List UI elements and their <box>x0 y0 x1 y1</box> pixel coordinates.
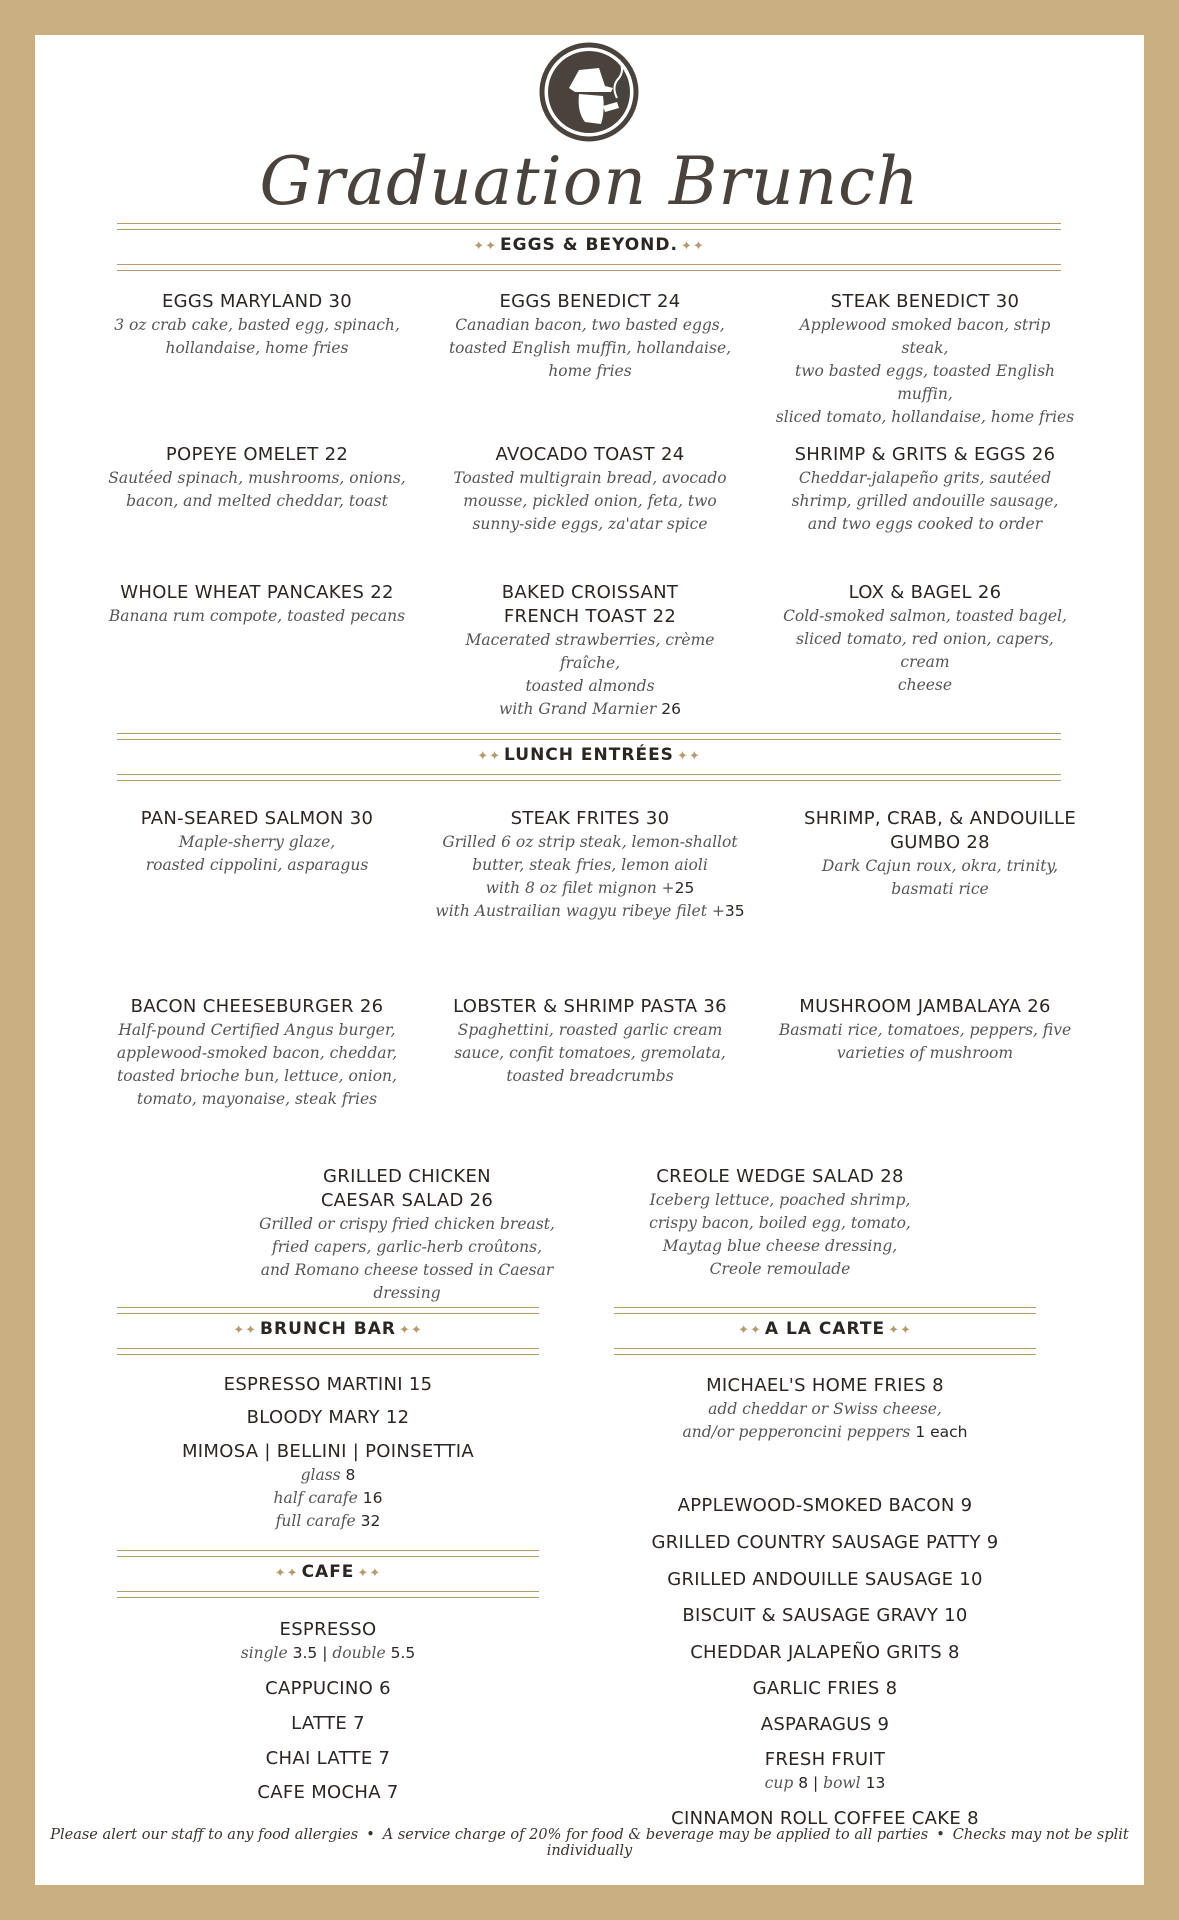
menu-item-shrimp-grits-eggs <box>775 443 1075 536</box>
section-cafe-banner: ✦✦ CAFE ✦✦ <box>117 1550 539 1598</box>
item-price: 26 <box>1027 996 1051 1017</box>
item-name: LOX & BAGEL <box>848 582 972 603</box>
menu-item-avocado-toast <box>440 443 740 536</box>
item-name: MICHAEL'S HOME FRIES 8 <box>706 1375 944 1396</box>
menu-item-pancakes <box>97 581 417 628</box>
menu-item-lox-bagel <box>775 581 1075 697</box>
carte-asparagus: ASPARAGUS 9 <box>760 1714 890 1735</box>
cafe-cappucino: CAPPUCINO 6 <box>265 1678 391 1699</box>
menu-item-salmon <box>107 807 407 877</box>
menu-item-popeye-omelet <box>107 443 407 513</box>
item-description: Cheddar-jalapeño grits, sautéed shrimp, grilled andouille sausage, and two eggs cooked to order <box>791 469 1059 533</box>
bar-espresso-martini: ESPRESSO MARTINI 15 <box>223 1374 433 1395</box>
item-description: Macerated strawberries, crème fraîche, toasted almonds with Grand Marnier 26 <box>465 631 715 718</box>
menu-item-caesar-salad <box>257 1165 557 1305</box>
menu-item-gumbo <box>780 807 1100 901</box>
item-name: POPEYE OMELET <box>165 444 319 465</box>
cafe-chai-latte: CHAI LATTE 7 <box>265 1748 391 1769</box>
item-description: Cold-smoked salmon, toasted bagel, sliced tomato, red onion, capers, cream cheese <box>783 607 1067 694</box>
section-eggs-banner: ✦✦ EGGS & BEYOND. ✦✦ <box>117 223 1061 271</box>
menu-title: Graduation Brunch <box>259 143 920 220</box>
item-price: 30 <box>645 808 670 829</box>
item-name: STEAK BENEDICT <box>830 291 990 312</box>
item-description: Grilled or crispy fried chicken breast, fried capers, garlic-herb croûtons, and Romano cheese tossed in Caesar dressing <box>259 1215 555 1302</box>
section-lunch-label: LUNCH ENTRÉES <box>504 745 674 765</box>
item-name-line2: FRENCH TOAST <box>503 606 647 627</box>
item-name: SHRIMP & GRITS & EGGS <box>794 444 1026 465</box>
section-eggs-label: EGGS & BEYOND. <box>500 235 678 255</box>
menu-page <box>35 35 1144 1885</box>
item-price: 30 <box>349 808 374 829</box>
carte-bacon: APPLEWOOD-SMOKED BACON 9 <box>677 1495 973 1516</box>
item-name: MIMOSA | BELLINI | POINSETTIA <box>181 1441 475 1462</box>
item-price: 22 <box>652 606 677 627</box>
item-name: BAKED CROISSANT <box>501 582 679 603</box>
carte-fresh-fruit <box>600 1748 1050 1795</box>
menu-item-steak-frites <box>430 807 750 923</box>
section-carte-banner: ✦✦ A LA CARTE ✦✦ <box>614 1307 1036 1355</box>
menu-item-cheeseburger <box>107 995 407 1111</box>
carte-andouille: GRILLED ANDOUILLE SAUSAGE 10 <box>667 1569 983 1590</box>
item-name-line2: GUMBO <box>890 832 961 853</box>
item-name: CREOLE WEDGE SALAD <box>656 1166 875 1187</box>
item-price: 28 <box>966 832 990 853</box>
menu-item-eggs-maryland <box>107 290 407 360</box>
item-description: Grilled 6 oz strip steak, lemon-shallot butter, steak fries, lemon aioli with 8 oz filet mignon +25 with Austrailian wagyu ribeye filet +35 <box>435 833 745 920</box>
item-description: Maple-sherry glaze, roasted cippolini, asparagus <box>145 833 369 874</box>
item-price: 26 <box>359 996 384 1017</box>
carte-sausage-patty: GRILLED COUNTRY SAUSAGE PATTY 9 <box>651 1532 999 1553</box>
item-price: 26 <box>469 1190 494 1211</box>
item-name: ESPRESSO <box>279 1619 377 1640</box>
item-name: GRILLED CHICKEN <box>323 1166 491 1187</box>
cafe-espresso <box>117 1618 539 1665</box>
item-name: SHRIMP, CRAB, & ANDOUILLE <box>803 808 1077 829</box>
footer-notice: Please alert our staff to any food allergies • A service charge of 20% for food & beverage may be applied to all parties • Checks may not be split individually <box>50 1827 1129 1859</box>
item-description: Banana rum compote, toasted pecans <box>108 607 406 625</box>
menu-item-french-toast <box>440 581 740 721</box>
cafe-mocha: CAFE MOCHA 7 <box>257 1782 399 1803</box>
menu-item-steak-benedict <box>775 290 1075 429</box>
carte-home-fries <box>600 1374 1050 1444</box>
carte-grits: CHEDDAR JALAPEÑO GRITS 8 <box>690 1642 960 1663</box>
item-price: 36 <box>703 996 727 1017</box>
item-description: 3 oz crab cake, basted egg, spinach, hollandaise, home fries <box>114 316 400 357</box>
detective-logo-icon <box>539 42 639 142</box>
item-description: Basmati rice, tomatoes, peppers, five varieties of mushroom <box>778 1021 1072 1062</box>
item-name-line2: CAESAR SALAD <box>320 1190 464 1211</box>
menu-item-lobster-pasta <box>430 995 750 1088</box>
menu-item-wedge-salad <box>630 1165 930 1281</box>
item-name: LOBSTER & SHRIMP PASTA <box>453 996 698 1017</box>
item-description: glass 8 half carafe 16 full carafe 32 <box>273 1466 383 1530</box>
item-description: add cheddar or Swiss cheese, and/or pepperoncini peppers 1 each <box>682 1400 968 1441</box>
item-description: single 3.5 | double 5.5 <box>240 1644 416 1662</box>
bar-bloody-mary: BLOODY MARY 12 <box>246 1407 410 1428</box>
item-description: Half-pound Certified Angus burger, applewood-smoked bacon, cheddar, toasted brioche bun, lettuce, onion, tomato, mayonaise, steak fries <box>116 1021 398 1108</box>
item-name: PAN-SEARED SALMON <box>140 808 344 829</box>
item-price: 24 <box>657 291 681 312</box>
carte-coffee-cake: CINNAMON ROLL COFFEE CAKE 8 <box>671 1808 979 1829</box>
item-price: 26 <box>977 582 1002 603</box>
section-cafe-label: CAFE <box>301 1562 355 1582</box>
item-description: Sautéed spinach, mushrooms, onions, bacon, and melted cheddar, toast <box>108 469 406 510</box>
item-name: BACON CHEESEBURGER <box>130 996 354 1017</box>
carte-biscuit-gravy: BISCUIT & SAUSAGE GRAVY 10 <box>682 1605 968 1626</box>
menu-item-jambalaya <box>775 995 1075 1065</box>
section-carte-label: A LA CARTE <box>764 1319 886 1339</box>
cafe-latte: LATTE 7 <box>291 1713 365 1734</box>
item-description: Canadian bacon, two basted eggs, toasted English muffin, hollandaise, home fries <box>448 316 732 380</box>
item-description: Applewood smoked bacon, strip steak, two basted eggs, toasted English muffin, sliced tomato, hollandaise, home fries <box>775 316 1075 426</box>
section-bar-banner: ✦✦ BRUNCH BAR ✦✦ <box>117 1307 539 1355</box>
item-price: 22 <box>370 582 394 603</box>
section-bar-label: BRUNCH BAR <box>260 1319 396 1339</box>
item-description: Iceberg lettuce, poached shrimp, crispy bacon, boiled egg, tomato, Maytag blue cheese dressing, Creole remoulade <box>649 1191 911 1278</box>
section-lunch-banner: ✦✦ LUNCH ENTRÉES ✦✦ <box>117 733 1061 781</box>
item-description: Toasted multigrain bread, avocado mousse, pickled onion, feta, two sunny-side eggs, za'atar spice <box>453 469 727 533</box>
item-name: EGGS MARYLAND <box>161 291 323 312</box>
item-price: 30 <box>995 291 1020 312</box>
item-description: cup 8 | bowl 13 <box>764 1774 886 1792</box>
item-price: 30 <box>328 291 353 312</box>
item-name: EGGS BENEDICT <box>499 291 652 312</box>
item-name: AVOCADO TOAST <box>495 444 655 465</box>
item-description: Dark Cajun roux, okra, trinity, basmati rice <box>821 857 1059 898</box>
carte-garlic-fries: GARLIC FRIES 8 <box>752 1678 898 1699</box>
item-price: 24 <box>660 444 685 465</box>
item-price: 22 <box>324 444 349 465</box>
item-name: MUSHROOM JAMBALAYA <box>799 996 1022 1017</box>
item-price: 26 <box>1031 444 1056 465</box>
item-name: WHOLE WHEAT PANCAKES <box>120 582 365 603</box>
item-name: STEAK FRITES <box>510 808 640 829</box>
bar-mimosa <box>117 1440 539 1533</box>
menu-item-eggs-benedict <box>440 290 740 383</box>
item-name: FRESH FRUIT <box>764 1749 886 1770</box>
item-description: Spaghettini, roasted garlic cream sauce, confit tomatoes, gremolata, toasted breadcrumbs <box>454 1021 726 1085</box>
item-price: 28 <box>880 1166 904 1187</box>
